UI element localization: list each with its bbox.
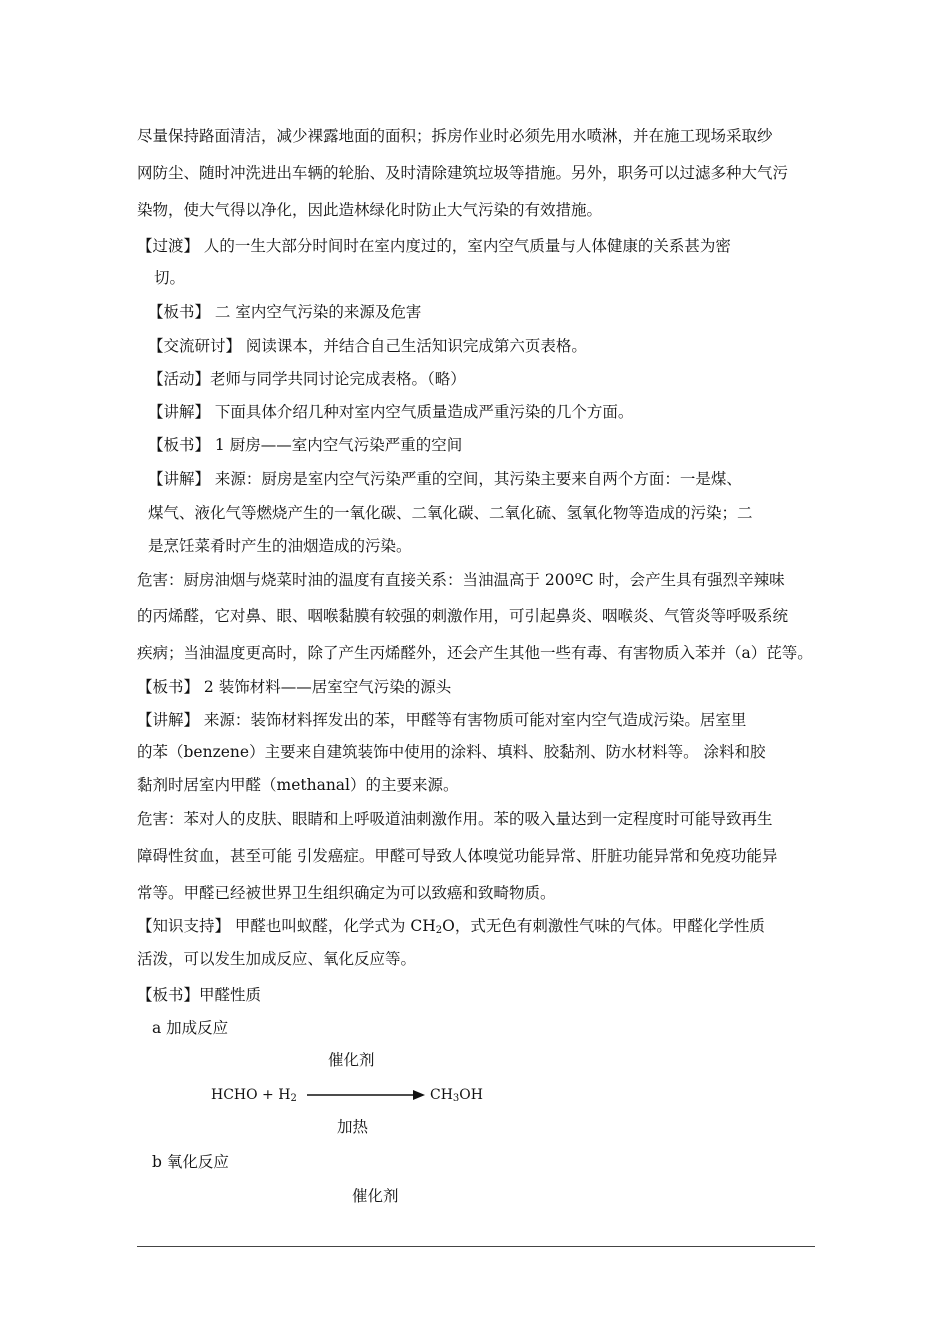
hazard-line: 障碍性贫血，甚至可能 引发癌症。甲醛可导致人体嗅觉功能异常、肝脏功能异常和免疫功能异 (137, 847, 778, 865)
activity-line: 【活动】老师与同学共同讨论完成表格。（略） (148, 370, 466, 388)
discussion-line: 【交流研讨】 阅读课本，并结合自己生活知识完成第六页表格。 (148, 337, 587, 355)
explanation-line: 黏剂时居室内甲醛（methanal）的主要来源。 (137, 776, 459, 794)
board-heading: 【板书】 1 厨房——室内空气污染严重的空间 (148, 436, 463, 454)
board-heading: 【板书】 二 室内空气污染的来源及危害 (148, 303, 422, 321)
paragraph-line: 网防尘、随时冲洗进出车辆的轮胎、及时清除建筑垃圾等措施。另外，职务可以过滤多种大气污 (137, 164, 789, 182)
explanation-line: 的苯（benzene）主要来自建筑装饰中使用的涂料、填料、胶黏剂、防水材料等。 涂料和胶 (137, 743, 766, 761)
transition-line: 【过渡】 人的一生大部分时间时在室内度过的，室内空气质量与人体健康的关系甚为密 (137, 237, 731, 255)
catalyst-label: 催化剂 (328, 1051, 375, 1069)
hazard-line: 的丙烯醛，它对鼻、眼、咽喉黏膜有较强的刺激作用，可引起鼻炎、咽喉炎、气管炎等呼吸系统 (137, 607, 789, 625)
knowledge-support-line: 活泼，可以发生加成反应、氧化反应等。 (137, 950, 417, 968)
explanation-line: 是烹饪菜肴时产生的油烟造成的污染。 (148, 537, 412, 555)
catalyst-label: 催化剂 (352, 1187, 399, 1205)
hazard-line: 疾病；当油温度更高时，除了产生丙烯醛外，还会产生其他一些有毒、有害物质入苯并（a）芘等。 (137, 644, 813, 662)
reaction-b-label: b 氧化反应 (152, 1153, 229, 1171)
explanation-line: 【讲解】 下面具体介绍几种对室内空气质量造成严重污染的几个方面。 (148, 403, 634, 421)
hazard-line: 危害：厨房油烟与烧菜时油的温度有直接关系：当油温高于 200ºC 时，会产生具有强烈辛辣味 (137, 571, 785, 589)
condition-label: 加热 (337, 1118, 369, 1136)
explanation-line: 【讲解】 来源：装饰材料挥发出的苯，甲醛等有害物质可能对室内空气造成污染。居室里 (137, 711, 747, 729)
hazard-line: 常等。甲醛已经被世界卫生组织确定为可以致癌和致畸物质。 (137, 884, 556, 902)
hazard-line: 危害：苯对人的皮肤、眼睛和上呼吸道油刺激作用。苯的吸入量达到一定程度时可能导致再生 (137, 810, 773, 828)
explanation-line: 【讲解】 来源：厨房是室内空气污染严重的空间，其污染主要来自两个方面：一是煤、 (148, 470, 742, 488)
board-heading: 【板书】 2 装饰材料——居室空气污染的源头 (137, 678, 452, 696)
reactant-formula: HCHO + $H_2$ (211, 1087, 297, 1104)
paragraph-line: 尽量保持路面清洁，减少裸露地面的面积；拆房作业时必须先用水喷淋，并在施工现场采取纱 (137, 127, 773, 145)
reaction-arrow-icon (307, 1090, 425, 1100)
explanation-line: 煤气、液化气等燃烧产生的一氧化碳、二氧化碳、二氧化硫、氢氧化物等造成的污染；二 (148, 504, 753, 522)
reaction-a-label: a 加成反应 (152, 1019, 229, 1037)
board-heading: 【板书】甲醛性质 (137, 986, 262, 1004)
footer-divider (137, 1246, 815, 1247)
transition-line: 切。 (154, 269, 186, 287)
paragraph-line: 染物，使大气得以净化，因此造林绿化时防止大气污染的有效措施。 (137, 201, 603, 219)
knowledge-support-line: 【知识支持】 甲醛也叫蚁醛，化学式为 $CH_2O$，式无色有刺激性气味的气体。甲醛化学性质 (137, 917, 765, 936)
product-formula: $CH_3OH$ (430, 1087, 483, 1104)
